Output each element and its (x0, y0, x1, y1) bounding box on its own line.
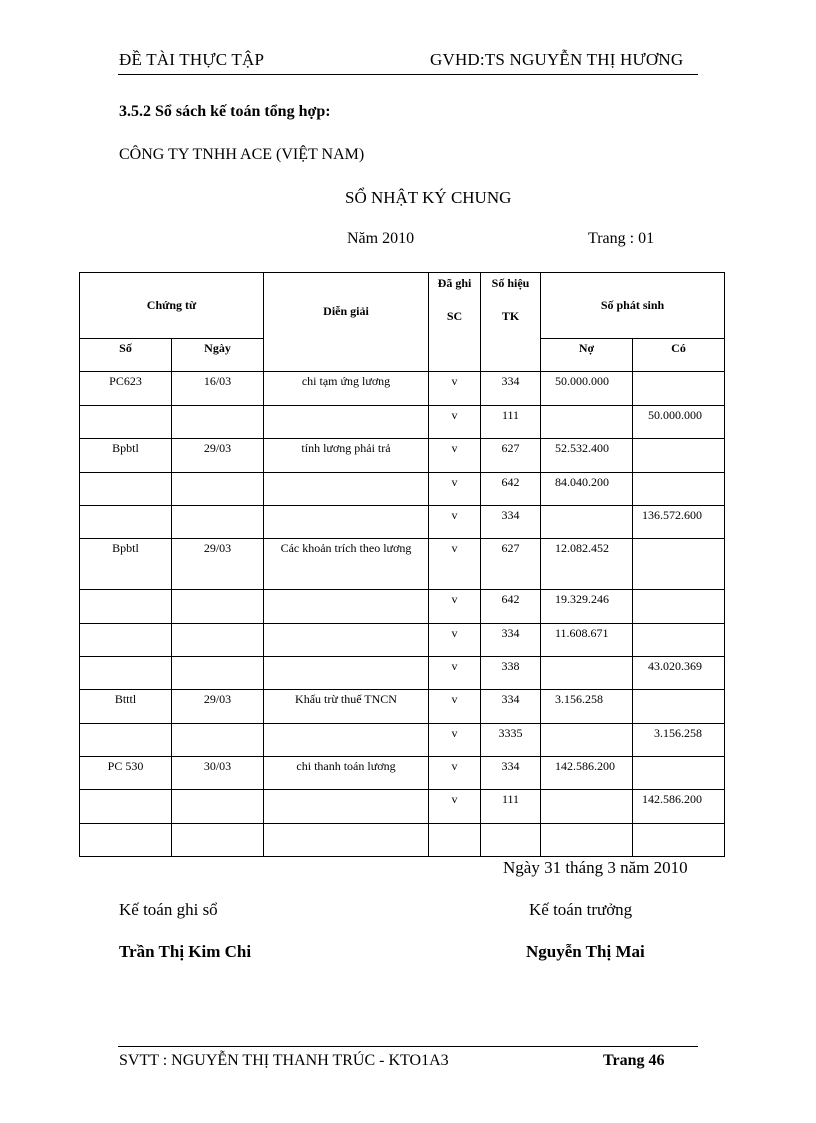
table-row (80, 539, 725, 590)
cell-so-text (80, 824, 171, 826)
cell-so-hieu-tk-text: 334 (501, 692, 520, 706)
cell-dien-giai (264, 757, 429, 790)
cell-da-ghi (429, 539, 481, 590)
section-title: 3.5.2 Sổ sách kế toán tổng hợp: (119, 103, 331, 120)
signature-right-name: Nguyễn Thị Mai (526, 942, 645, 961)
cell-so-hieu-tk (481, 757, 541, 790)
cell-no-text: 84.040.200 (555, 475, 609, 489)
cell-ngay (172, 757, 264, 790)
cell-ngay (172, 406, 264, 439)
cell-dien-giai (264, 590, 429, 624)
cell-so-hieu-tk (481, 506, 541, 539)
cell-ngay-text (172, 790, 263, 792)
header-da-ghi-bottom: SC (446, 309, 463, 323)
cell-dien-giai (264, 790, 429, 824)
cell-so-hieu-tk-text: 111 (501, 408, 520, 422)
cell-dien-giai-text (264, 790, 428, 792)
cell-so-text: PC623 (109, 374, 142, 388)
cell-da-ghi-text: v (451, 475, 458, 489)
cell-so-hieu-tk (481, 824, 541, 857)
cell-so-hieu-tk-text: 627 (501, 441, 520, 455)
cell-no-text (555, 724, 632, 726)
cell-so-hieu-tk-text: 334 (501, 374, 520, 388)
cell-so-hieu-tk (481, 439, 541, 473)
cell-so (80, 406, 172, 439)
table-row (80, 372, 725, 406)
cell-da-ghi (429, 824, 481, 857)
cell-co-text (633, 439, 702, 441)
footer-page-number: Trang 46 (603, 1052, 665, 1069)
cell-so-hieu-tk (481, 724, 541, 757)
cell-no (541, 506, 633, 539)
cell-so-text: Btttl (114, 692, 137, 706)
cell-ngay (172, 657, 264, 690)
header-no (541, 339, 633, 372)
cell-so-hieu-tk (481, 539, 541, 590)
cell-so-hieu-tk (481, 790, 541, 824)
table-row (80, 590, 725, 624)
cell-dien-giai (264, 473, 429, 506)
cell-no (541, 724, 633, 757)
cell-ngay-text (172, 724, 263, 726)
cell-no (541, 372, 633, 406)
cell-da-ghi (429, 473, 481, 506)
table-row (80, 790, 725, 824)
cell-dien-giai-text (264, 824, 428, 826)
cell-ngay (172, 790, 264, 824)
table-row (80, 724, 725, 757)
cell-co (633, 406, 725, 439)
cell-da-ghi-text: v (451, 408, 458, 422)
cell-so (80, 790, 172, 824)
signature-left-name: Trần Thị Kim Chi (119, 942, 252, 961)
cell-so-text (80, 724, 171, 726)
journal-table (79, 272, 725, 857)
cell-ngay (172, 439, 264, 473)
cell-so-text: Bpbtl (112, 541, 139, 555)
cell-dien-giai-text (264, 724, 428, 726)
cell-da-ghi (429, 790, 481, 824)
cell-so-hieu-tk (481, 657, 541, 690)
cell-dien-giai (264, 539, 429, 590)
cell-so-hieu-tk-text: 627 (501, 541, 520, 555)
header-so (80, 339, 172, 372)
cell-da-ghi-text: v (451, 726, 458, 740)
cell-co-text: 142.586.200 (642, 792, 702, 806)
table-row (80, 657, 725, 690)
footer-rule (118, 1046, 698, 1047)
cell-no (541, 539, 633, 590)
cell-no (541, 690, 633, 724)
cell-ngay-text (172, 657, 263, 659)
cell-so-text (80, 473, 171, 475)
cell-so-text (80, 624, 171, 626)
cell-no-text (555, 824, 632, 826)
header-no-label: Nợ (578, 341, 595, 355)
cell-da-ghi (429, 757, 481, 790)
cell-da-ghi-text: v (451, 441, 458, 455)
cell-da-ghi (429, 406, 481, 439)
cell-so-hieu-tk-text: 334 (501, 508, 520, 522)
cell-so (80, 757, 172, 790)
header-so-phat-sinh: Số phát sinh (541, 273, 725, 339)
document-year: Năm 2010 (347, 230, 415, 247)
cell-co (633, 757, 725, 790)
cell-so-hieu-tk-text: 334 (501, 626, 520, 640)
cell-da-ghi (429, 506, 481, 539)
cell-dien-giai (264, 406, 429, 439)
cell-dien-giai (264, 624, 429, 657)
header-so-hieu-top: Số hiệu (491, 276, 530, 290)
cell-co-text: 50.000.000 (648, 408, 702, 422)
cell-co (633, 790, 725, 824)
cell-so-hieu-tk-text: 642 (501, 592, 520, 606)
cell-so-hieu-tk (481, 690, 541, 724)
cell-no (541, 590, 633, 624)
cell-no (541, 439, 633, 473)
cell-co (633, 657, 725, 690)
cell-co (633, 473, 725, 506)
cell-no-text: 12.082.452 (555, 541, 609, 555)
cell-ngay (172, 506, 264, 539)
cell-ngay (172, 690, 264, 724)
cell-co-text (633, 539, 702, 541)
cell-so-hieu-tk (481, 624, 541, 657)
header-dien-giai-label: Diễn giải (323, 304, 369, 318)
cell-so (80, 590, 172, 624)
cell-da-ghi (429, 590, 481, 624)
cell-ngay-text: 30/03 (203, 759, 232, 773)
cell-so (80, 372, 172, 406)
cell-so (80, 506, 172, 539)
cell-so-hieu-tk-text: 111 (501, 792, 520, 806)
table-row (80, 473, 725, 506)
header-da-ghi-top: Đã ghi (437, 276, 472, 290)
cell-so-text (80, 590, 171, 592)
cell-da-ghi-text (429, 824, 480, 826)
cell-dien-giai-text: tính lương phải trả (301, 441, 391, 455)
cell-ngay-text: 29/03 (203, 541, 232, 555)
cell-ngay (172, 539, 264, 590)
cell-no (541, 824, 633, 857)
cell-co (633, 539, 725, 590)
cell-da-ghi-text: v (451, 374, 458, 388)
cell-no-text: 19.329.246 (555, 592, 609, 606)
cell-ngay (172, 624, 264, 657)
cell-no (541, 757, 633, 790)
cell-no-text (555, 790, 632, 792)
cell-dien-giai-text: chi thanh toán lương (296, 759, 396, 773)
cell-so (80, 624, 172, 657)
cell-no (541, 473, 633, 506)
cell-da-ghi-text: v (451, 792, 458, 806)
cell-co-text: 136.572.600 (642, 508, 702, 522)
cell-dien-giai-text (264, 590, 428, 592)
cell-da-ghi (429, 372, 481, 406)
cell-ngay (172, 824, 264, 857)
document-title: SỔ NHẬT KÝ CHUNG (345, 188, 512, 207)
header-so-hieu-bottom: TK (501, 309, 520, 323)
cell-so-hieu-tk-text (481, 824, 540, 826)
table-row (80, 824, 725, 857)
table-row (80, 406, 725, 439)
table-row (80, 624, 725, 657)
header-right-supervisor: GVHD:TS NGUYỄN THỊ HƯƠNG (430, 50, 684, 69)
table-row (80, 690, 725, 724)
cell-ngay-text (172, 473, 263, 475)
cell-da-ghi-text: v (451, 759, 458, 773)
cell-co-text (633, 624, 702, 626)
header-chung-tu: Chứng từ (80, 273, 264, 339)
cell-so (80, 824, 172, 857)
header-ngay (172, 339, 264, 372)
cell-so (80, 473, 172, 506)
cell-so-text (80, 506, 171, 508)
cell-so (80, 539, 172, 590)
cell-so-hieu-tk-text: 3335 (498, 726, 523, 740)
cell-co-text (633, 473, 702, 475)
cell-ngay (172, 590, 264, 624)
cell-dien-giai (264, 657, 429, 690)
cell-so (80, 657, 172, 690)
cell-no-text: 142.586.200 (555, 759, 615, 773)
cell-co (633, 590, 725, 624)
cell-ngay-text (172, 406, 263, 408)
cell-da-ghi-text: v (451, 541, 458, 555)
cell-dien-giai-text (264, 657, 428, 659)
cell-co-text: 43.020.369 (648, 659, 702, 673)
cell-co (633, 624, 725, 657)
cell-da-ghi (429, 624, 481, 657)
cell-co-text (633, 590, 702, 592)
cell-no (541, 406, 633, 439)
cell-ngay-text: 16/03 (203, 374, 232, 388)
company-name: CÔNG TY TNHH ACE (VIỆT NAM) (119, 146, 365, 163)
cell-dien-giai-text: Khấu trừ thuế TNCN (295, 692, 397, 706)
cell-dien-giai (264, 724, 429, 757)
cell-dien-giai (264, 439, 429, 473)
cell-ngay (172, 724, 264, 757)
cell-so-text: PC 530 (107, 759, 144, 773)
header-so-label: Số (119, 341, 132, 355)
cell-ngay-text (172, 824, 263, 826)
cell-ngay-text (172, 590, 263, 592)
document-page-label: Trang : 01 (588, 230, 655, 247)
cell-so-hieu-tk (481, 372, 541, 406)
cell-ngay-text (172, 506, 263, 508)
cell-so-text (80, 657, 171, 659)
cell-ngay (172, 473, 264, 506)
header-dien-giai (264, 273, 429, 372)
cell-dien-giai-text (264, 406, 428, 408)
cell-no-text (555, 657, 632, 659)
cell-no (541, 657, 633, 690)
header-left-title: ĐỀ TÀI THỰC TẬP (119, 50, 265, 69)
cell-so-hieu-tk (481, 590, 541, 624)
header-so-hieu (481, 273, 541, 372)
cell-no-text: 50.000.000 (555, 374, 609, 388)
cell-so (80, 724, 172, 757)
cell-co (633, 372, 725, 406)
header-co-label: Có (671, 341, 686, 355)
cell-co-text (633, 690, 702, 692)
cell-co-text (633, 372, 702, 374)
header-rule (118, 74, 698, 75)
cell-dien-giai-text: chi tạm ứng lương (301, 374, 391, 388)
cell-so-hieu-tk-text: 334 (501, 759, 520, 773)
header-co (633, 339, 725, 372)
cell-ngay (172, 372, 264, 406)
cell-co (633, 724, 725, 757)
cell-so-hieu-tk-text: 642 (501, 475, 520, 489)
cell-da-ghi-text: v (451, 592, 458, 606)
header-da-ghi (429, 273, 481, 372)
cell-no-text (555, 506, 632, 508)
cell-da-ghi-text: v (451, 508, 458, 522)
cell-no-text: 11.608.671 (555, 626, 609, 640)
cell-dien-giai-text (264, 624, 428, 626)
cell-da-ghi-text: v (451, 692, 458, 706)
footer-student: SVTT : NGUYỄN THỊ THANH TRÚC - KTO1A3 (119, 1052, 449, 1069)
cell-co-text: 3.156.258 (654, 726, 702, 740)
table-row (80, 439, 725, 473)
cell-so-text (80, 790, 171, 792)
cell-dien-giai (264, 690, 429, 724)
cell-so-text (80, 406, 171, 408)
cell-ngay-text (172, 624, 263, 626)
cell-dien-giai (264, 372, 429, 406)
cell-no-text: 3.156.258 (555, 692, 603, 706)
cell-da-ghi (429, 657, 481, 690)
cell-co-text (633, 757, 702, 759)
cell-co (633, 824, 725, 857)
cell-co (633, 506, 725, 539)
cell-dien-giai-text (264, 506, 428, 508)
date-line: Ngày 31 tháng 3 năm 2010 (503, 858, 688, 877)
cell-so (80, 439, 172, 473)
cell-ngay-text: 29/03 (203, 441, 232, 455)
cell-so-hieu-tk (481, 473, 541, 506)
cell-co-text (633, 824, 702, 826)
cell-dien-giai-text (264, 473, 428, 475)
cell-so-text: Bpbtl (112, 441, 139, 455)
cell-co (633, 690, 725, 724)
cell-dien-giai (264, 824, 429, 857)
cell-so-hieu-tk (481, 406, 541, 439)
cell-ngay-text: 29/03 (203, 692, 232, 706)
cell-so-hieu-tk-text: 338 (501, 659, 520, 673)
cell-dien-giai-text: Các khoản trích theo lương (280, 541, 412, 555)
cell-no-text: 52.532.400 (555, 441, 609, 455)
table-row (80, 506, 725, 539)
cell-so (80, 690, 172, 724)
signature-right-role: Kế toán trưởng (529, 900, 633, 919)
cell-da-ghi (429, 439, 481, 473)
cell-co (633, 439, 725, 473)
table-row (80, 757, 725, 790)
cell-no (541, 790, 633, 824)
cell-da-ghi (429, 690, 481, 724)
cell-dien-giai (264, 506, 429, 539)
cell-da-ghi-text: v (451, 626, 458, 640)
header-ngay-label: Ngày (204, 341, 231, 355)
cell-da-ghi (429, 724, 481, 757)
cell-da-ghi-text: v (451, 659, 458, 673)
cell-no (541, 624, 633, 657)
signature-left-role: Kế toán ghi sổ (119, 900, 218, 919)
cell-no-text (555, 406, 632, 408)
